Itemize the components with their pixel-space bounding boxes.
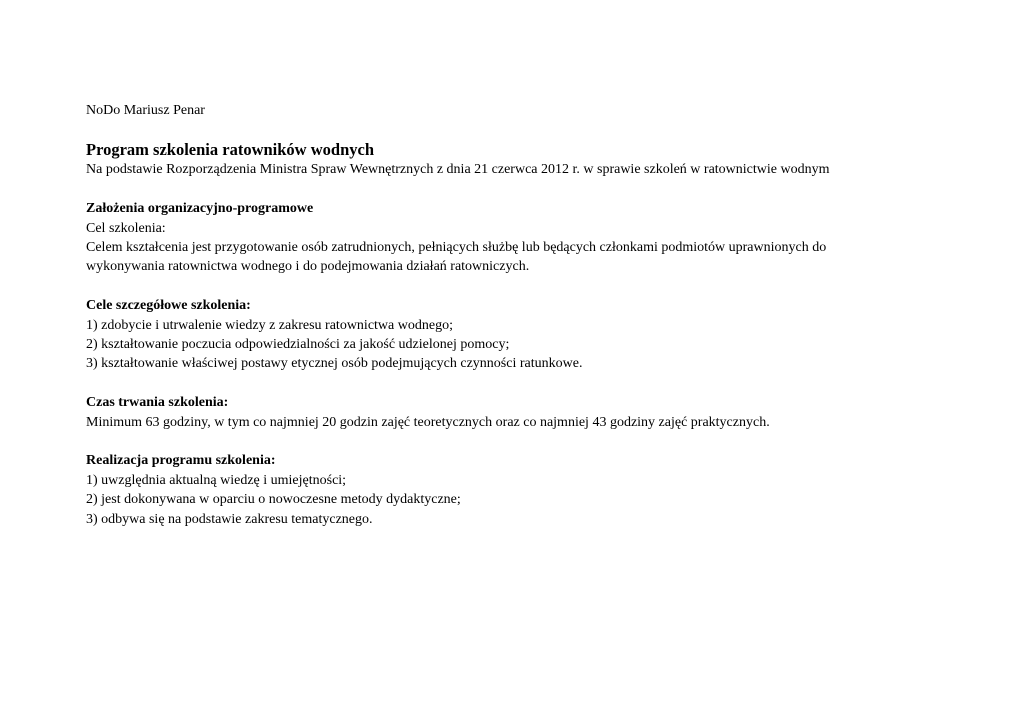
document-title: Program szkolenia ratowników wodnych	[86, 140, 374, 160]
section-detailed-goals	[86, 296, 986, 374]
duration-text: Minimum 63 godziny, w tym co najmniej 20 godzin zajęć teoretycznych oraz co najmniej 43 godziny zajęć praktycznych.	[86, 414, 770, 430]
section-duration	[86, 393, 986, 432]
legal-basis: Na podstawie Rozporządzenia Ministra Spraw Wewnętrznych z dnia 21 czerwca 2012 r. w sprawie szkoleń w ratownictwie wodnym	[86, 162, 830, 178]
section-organizational	[86, 199, 986, 277]
list-item: 2) jest dokonywana w oparciu o nowoczesne metody dydaktyczne;	[86, 492, 461, 508]
goal-text-line: Celem kształcenia jest przygotowanie osób zatrudnionych, pełniących służbę lub będących członkami podmiotów uprawnionych do	[86, 240, 827, 256]
goal-text-line: wykonywania ratownictwa wodnego i do podejmowania działań ratowniczych.	[86, 259, 530, 275]
spacer	[86, 432, 986, 451]
spacer	[86, 180, 986, 199]
list-item: 3) odbywa się na podstawie zakresu tematycznego.	[86, 511, 373, 527]
goal-label: Cel szkolenia:	[86, 220, 166, 236]
section-heading: Założenia organizacyjno-programowe	[86, 201, 314, 217]
section-heading: Czas trwania szkolenia:	[86, 395, 229, 411]
document-author: NoDo Mariusz Penar	[86, 103, 205, 118]
list-item: 1) zdobycie i utrwalenie wiedzy z zakresu ratownictwa wodnego;	[86, 317, 453, 333]
list-item: 2) kształtowanie poczucia odpowiedzialności za jakość udzielonej pomocy;	[86, 337, 510, 353]
list-item: 3) kształtowanie właściwej postawy etycznej osób podejmujących czynności ratunkowe.	[86, 356, 583, 372]
list-item: 1) uwzględnia aktualną wiedzę i umiejętności;	[86, 472, 347, 488]
document-page	[86, 101, 986, 529]
section-heading: Cele szczegółowe szkolenia:	[86, 298, 251, 314]
section-heading: Realizacja programu szkolenia:	[86, 453, 276, 469]
section-implementation	[86, 451, 986, 529]
spacer	[86, 374, 986, 393]
spacer	[86, 277, 986, 296]
